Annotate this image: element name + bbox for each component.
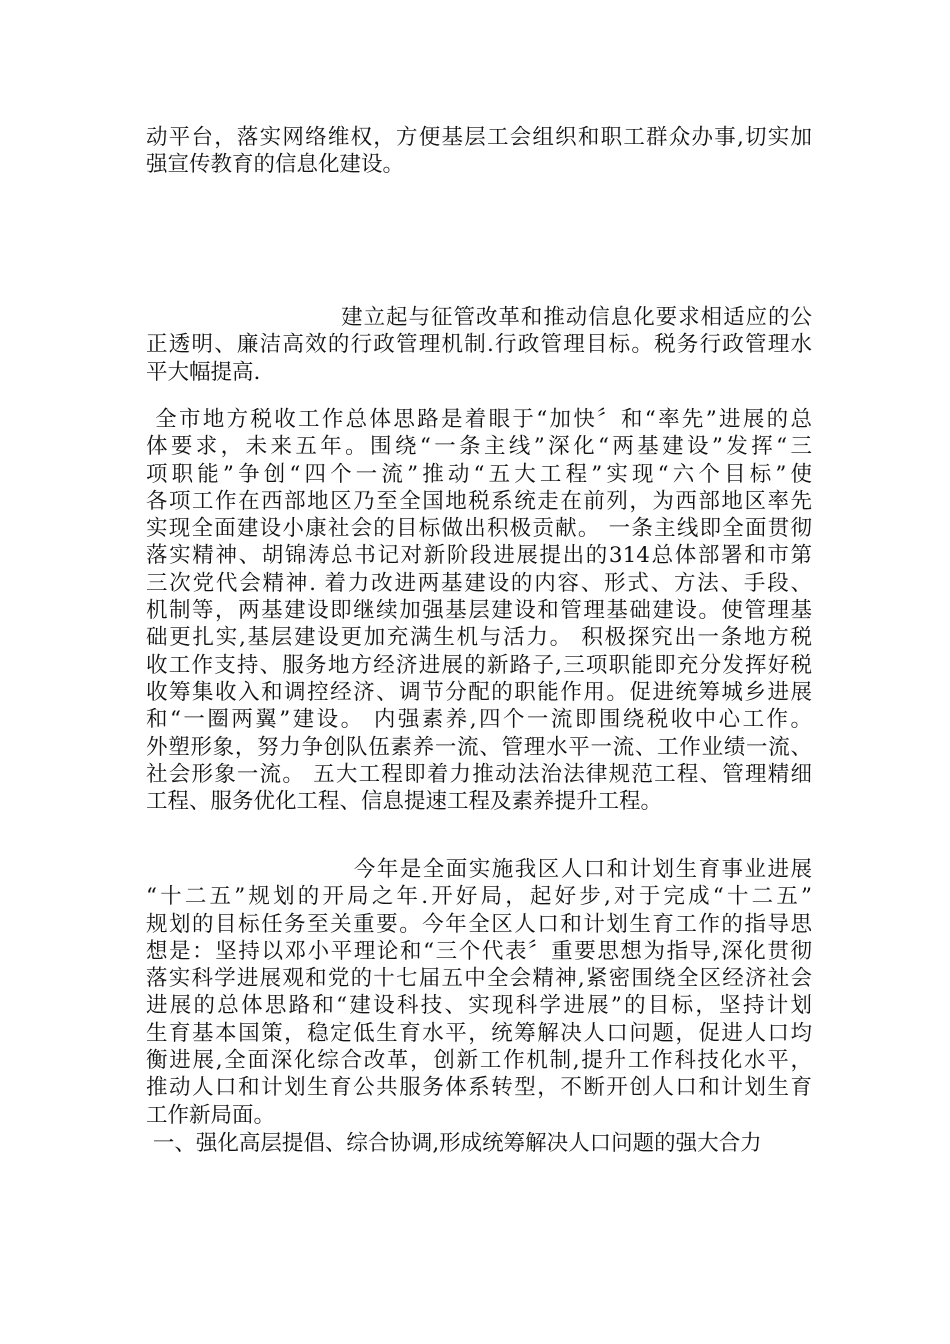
text-line: 落实精神、胡锦涛总书记对新阶段进展提出的314总体部署和市第 [146, 543, 812, 569]
paragraph-1 [146, 124, 812, 179]
text-line: 工程、服务优化工程、信息提速工程及素养提升工程。 [146, 789, 663, 815]
text-line: 想是：坚持以邓小平理论和“三个代表〞重要思想为指导,深化贯彻 [146, 938, 812, 964]
paragraph-3 [146, 406, 812, 815]
text-line: 建立起与征管改革和推动信息化要求相适应的公 [146, 305, 812, 330]
text-line: 各项工作在西部地区乃至全国地税系统走在前列，为西部地区率先 [146, 488, 812, 514]
text-line: 进展的总体思路和“建设科技、实现科学进展”的目标，坚持计划 [146, 993, 812, 1019]
text-line: 正透明、廉洁高效的行政管理机制.行政管理目标。税务行政管理水 [146, 332, 812, 358]
text-line: 全市地方税收工作总体思路是着眼于“加快〞和“率先”进展的总 [146, 407, 812, 432]
text-line: 和“一圈两翼”建设。 内强素养,四个一流即围绕税收中心工作。 [146, 707, 812, 733]
section-heading [146, 1130, 812, 1157]
text-line: 实现全面建设小康社会的目标做出积极贡献。 一条主线即全面贯彻 [146, 516, 812, 542]
text-line: 项职能”争创“四个一流”推动“五大工程”实现“六个目标”使 [146, 461, 812, 487]
text-line: 规划的目标任务至关重要。今年全区人口和计划生育工作的指导思 [146, 911, 812, 937]
text-line: 体要求，未来五年。围绕“一条主线”深化“两基建设”发挥“三 [146, 434, 812, 460]
text-line: 三次党代会精神. 着力改进两基建设的内容、形式、方法、手段、 [146, 570, 812, 596]
text-line: 社会形象一流。 五大工程即着力推动法治法律规范工程、管理精细 [146, 761, 812, 787]
text-line: 收工作支持、服务地方经济进展的新路子,三项职能即充分发挥好税 [146, 652, 812, 678]
text-line: 推动人口和计划生育公共服务体系转型，不断开创人口和计划生育 [146, 1075, 812, 1101]
text-line: 础更扎实,基层建设更加充满生机与活力。 积极探究出一条地方税 [146, 625, 812, 651]
text-line: 动平台，落实网络维权，方便基层工会组织和职工群众办事,切实加 [146, 125, 812, 150]
text-line: 落实科学进展观和党的十七届五中全会精神,紧密围绕全区经济社会 [146, 966, 812, 992]
text-line: 外塑形象，努力争创队伍素养一流、管理水平一流、工作业绩一流、 [146, 734, 812, 760]
paragraph-4 [146, 856, 812, 1129]
text-line: 今年是全面实施我区人口和计划生育事业进展 [146, 857, 812, 882]
text-line: 一、强化高层提倡、综合协调,形成统筹解决人口问题的强大合力 [146, 1131, 762, 1156]
text-line: 强宣传教育的信息化建设。 [146, 152, 405, 178]
text-line: 衡进展,全面深化综合改革，创新工作机制,提升工作科技化水平， [146, 1048, 812, 1074]
text-line: 收筹集收入和调控经济、调节分配的职能作用。促进统筹城乡进展 [146, 679, 812, 705]
text-line: 生育基本国策，稳定低生育水平，统筹解决人口问题，促进人口均 [146, 1020, 812, 1046]
text-line: 工作新局面。 [146, 1102, 276, 1128]
text-line: 机制等，两基建设即继续加强基层建设和管理基础建设。使管理基 [146, 598, 812, 624]
text-line: 平大幅提高. [146, 359, 261, 385]
paragraph-2 [146, 304, 812, 386]
text-line: “十二五”规划的开局之年.开好局，起好步,对于完成“十二五” [146, 884, 812, 910]
